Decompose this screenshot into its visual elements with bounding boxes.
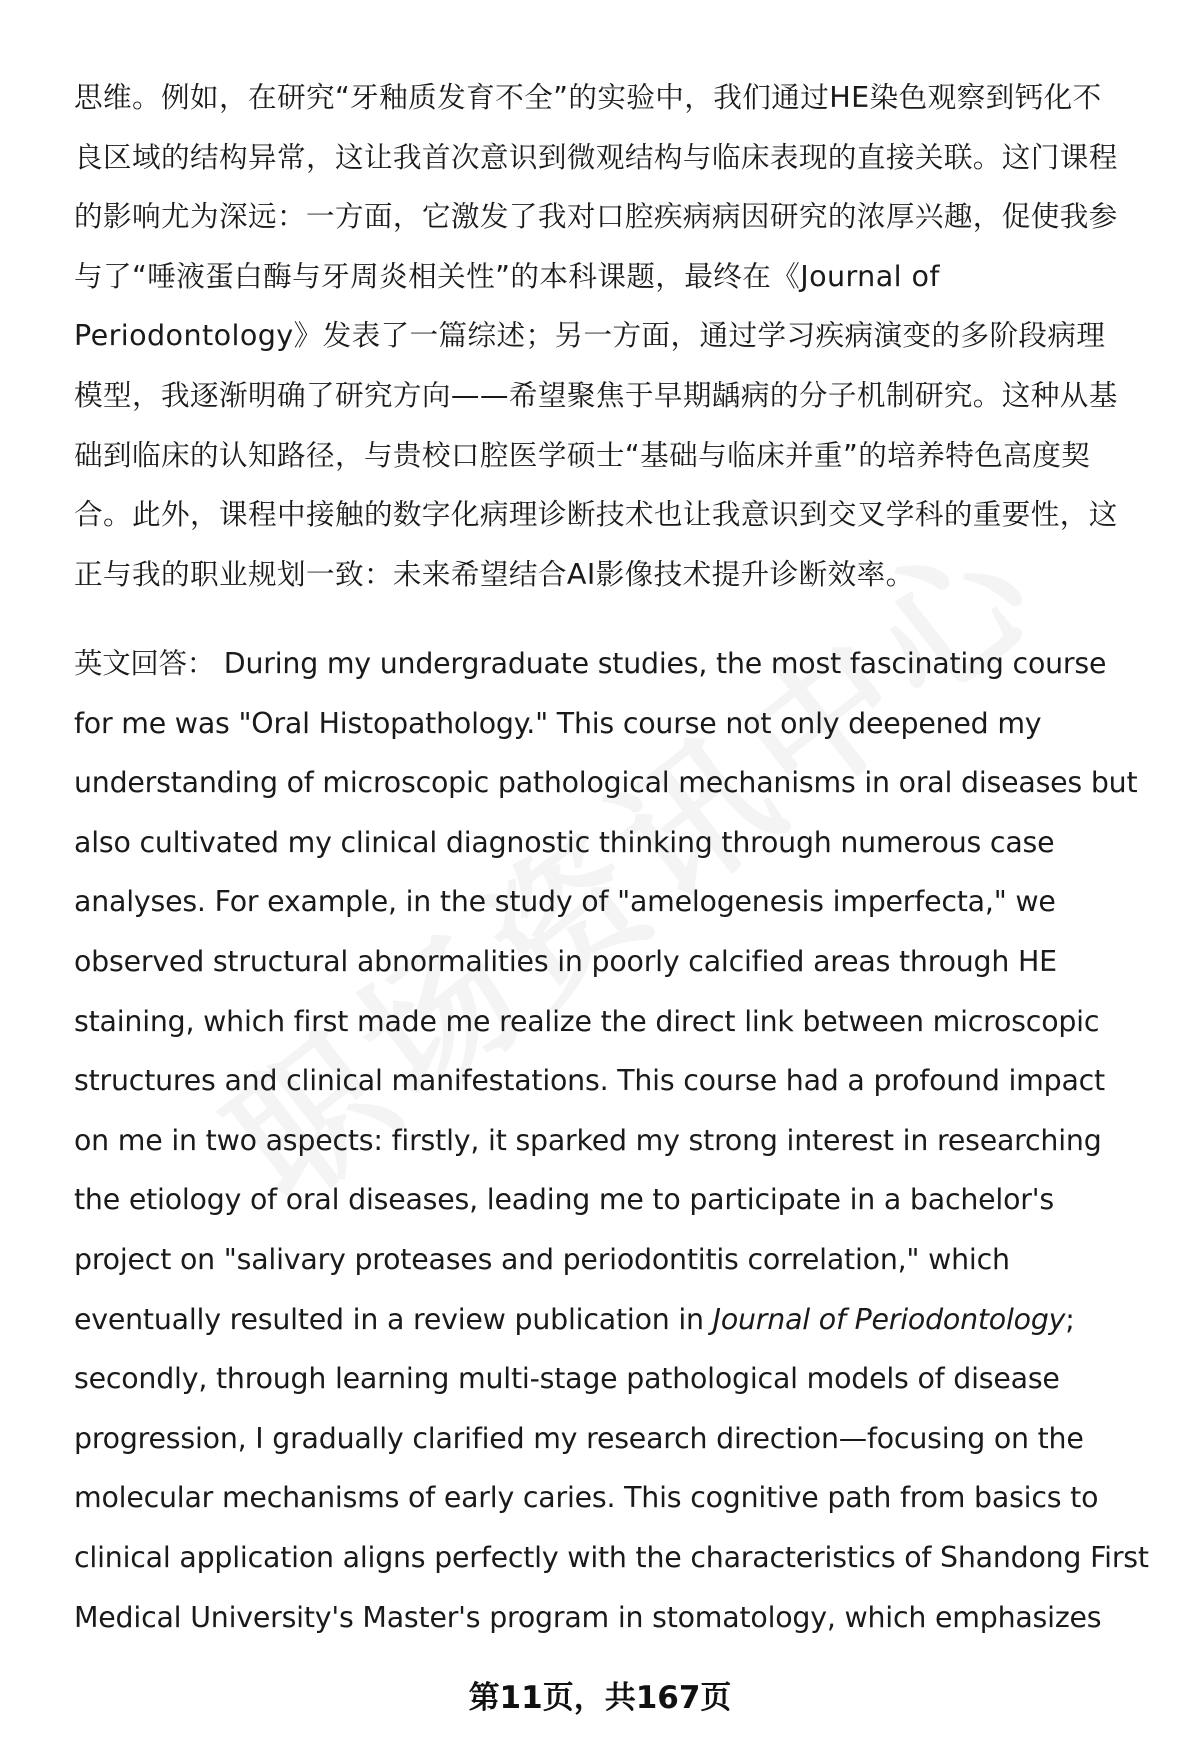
en-line: also cultivated my clinical diagnostic thinking through numerous case: [74, 825, 1055, 859]
en-line: on me in two aspects: firstly, it sparked my strong interest in researching: [74, 1123, 1102, 1157]
zh-line: 础到临床的认知路径，与贵校口腔医学硕士“基础与临床并重”的培养特色高度契: [74, 437, 1091, 472]
zh-line: 思维。例如，在研究“牙釉质发育不全”的实验中，我们通过HE染色观察到钙化不: [74, 80, 1102, 114]
en-line: molecular mechanisms of early caries. This cognitive path from basics to: [74, 1481, 1099, 1515]
journal-title: Journal of Periodontology: [712, 1302, 1066, 1336]
zh-line: 与了“唾液蛋白酶与牙周炎相关性”的本科课题，最终在《Journal of: [74, 258, 940, 293]
chinese-answer-paragraph: [74, 68, 1164, 604]
en-line: project on "salivary proteases and periodontitis correlation," which: [74, 1242, 1010, 1276]
en-line: observed structural abnormalities in poorly calcified areas through HE: [74, 944, 1057, 978]
en-line: clinical application aligns perfectly with the characteristics of Shandong First: [74, 1540, 1149, 1574]
en-line-text: eventually resulted in a review publication in: [74, 1302, 713, 1336]
en-line: secondly, through learning multi-stage pathological models of disease: [74, 1362, 1060, 1396]
en-line: staining, which first made me realize the direct link between microscopic: [74, 1004, 1100, 1038]
en-first-line: [74, 634, 1164, 694]
zh-line: 良区域的结构异常，这让我首次意识到微观结构与临床表现的直接关联。这门课程: [74, 139, 1118, 174]
page-footer: [0, 1676, 1200, 1720]
zh-line: 的影响尤为深远：一方面，它激发了我对口腔疾病病因研究的浓厚兴趣，促使我参: [74, 199, 1118, 234]
en-line: structures and clinical manifestations. This course had a profound impact: [74, 1064, 1105, 1098]
english-answer-paragraph: [74, 634, 1164, 1647]
en-line: the etiology of oral diseases, leading me to participate in a bachelor's: [74, 1183, 1054, 1217]
en-line: analyses. For example, in the study of "amelogenesis imperfecta," we: [74, 885, 1056, 919]
en-line: understanding of microscopic pathological mechanisms in oral diseases but: [74, 766, 1138, 800]
zh-line: 模型，我逐渐明确了研究方向——希望聚焦于早期龋病的分子机制研究。这种从基: [74, 377, 1118, 412]
zh-line: Periodontology》发表了一篇综述；另一方面，通过学习疾病演变的多阶段病理: [74, 318, 1106, 353]
en-line: progression, I gradually clarified my research direction—focusing on the: [74, 1421, 1084, 1455]
en-line-text: ;: [1065, 1302, 1075, 1336]
en-line: Medical University's Master's program in stomatology, which emphasizes: [74, 1600, 1102, 1634]
en-line: for me was "Oral Histopathology." This course not only deepened my: [74, 706, 1042, 740]
zh-line: 正与我的职业规划一致：未来希望结合AI影像技术提升诊断效率。: [74, 556, 915, 591]
zh-line: 合。此外，课程中接触的数字化病理诊断技术也让我意识到交叉学科的重要性，这: [74, 497, 1118, 532]
en-line-text: During my undergraduate studies, the most fascinating course: [214, 647, 1107, 680]
page-indicator: 第11页，共167页: [468, 1680, 732, 1716]
en-publication-line: [74, 1290, 1164, 1350]
english-answer-label: 英文回答：: [74, 647, 215, 680]
